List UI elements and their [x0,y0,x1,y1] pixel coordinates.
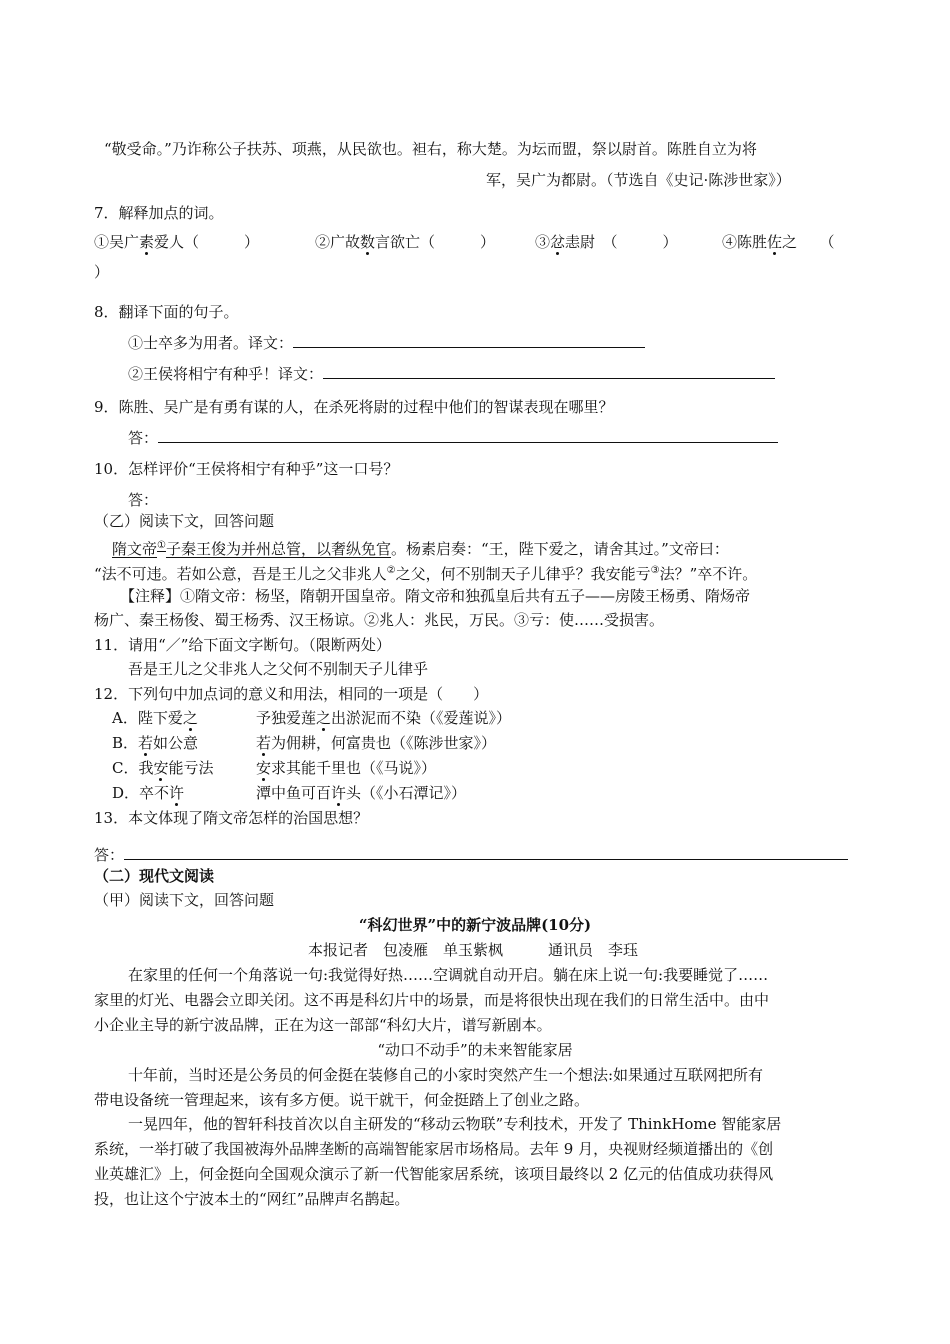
question-12-option-b-ref: 若为佣耕，何富贵也（《陈涉世家》） [256,734,497,752]
question-12-stem: 12．下列句中加点词的意义和用法，相同的一项是（ ） [94,685,489,703]
question-11-text: 吾是王儿之父非兆人之父何不别制天子儿律乎 [128,660,429,678]
dotted-word: 忿 [550,233,566,251]
question-12-option-c-ref: 安求其能千里也（《马说》） [256,759,437,777]
question-7-tail: ） [94,263,110,281]
article-paragraph-line: 十年前，当时还是公务员的何金挺在装修自己的小家时突然产生一个想法:如果通过互联网把所有 [128,1066,764,1084]
dotted-word: 佐 [767,233,783,251]
question-12-option-a-ref: 予独爱莲之出淤泥而不染（《爱莲说》） [256,709,512,727]
passage-line: “敬受命。”乃诈称公子扶苏、项燕，从民欲也。袒右，称大楚。为坛而盟，祭以尉首。陈胜自立为将 [104,140,757,158]
yi-paragraph-line-1: 隋文帝①子秦王俊为并州总管，以奢纵免官。杨素启奏：“王，陛下爱之，请舍其过。”文帝曰： [112,540,729,558]
question-9-answer: 答： [128,428,778,448]
yi-note-line-2: 杨广、秦王杨俊、蜀王杨秀、汉王杨谅。②兆人：兆民，万民。③亏：使……受损害。 [94,611,665,629]
article-paragraph-line: 小企业主导的新宁波品牌，正在为这一部部“科幻大片，谱写新剧本。 [94,1016,552,1034]
question-7-item-1: ①吴广素爱人（ ） [94,233,260,251]
article-paragraph-line: 家里的灯光、电器会立即关闭。这不再是科幻片中的场景，而是将很快出现在我们的日常生活中。由中 [94,991,770,1009]
article-paragraph-line: 业英雄汇》上，何金挺向全国观众演示了新一代智能家居系统，该项目最终以 2 亿元的估值成功获得风 [94,1165,774,1183]
question-12-option-d-ref: 潭中鱼可百许头（《小石潭记》） [256,784,467,802]
question-10-answer: 答： [128,491,159,509]
article-paragraph-line: 带电设备统一管理起来，该有多方便。说干就干，何金挺踏上了创业之路。 [94,1091,590,1109]
question-13-answer: 答： [94,845,848,865]
article-subtitle: “动口不动手”的未来智能家居 [377,1041,573,1059]
question-12-option-b[interactable]: B．若如公意 [112,734,199,752]
question-12-option-a[interactable]: A．陛下爱之 [112,709,198,727]
yi-note-line-1: 【注释】①隋文帝：杨坚，隋朝开国皇帝。隋文帝和独孤皇后共有五子——房陵王杨勇、隋炀帝 [120,587,751,605]
question-7-item-3: ③忿恚尉 （ ） [535,233,678,251]
question-8-sentence-2: ②王侯将相宁有种乎！译文： [128,364,775,384]
article-byline: 本报记者 包凌雁 单玉紫枫 通讯员 李珏 [308,941,639,959]
dotted-word: 数 [360,233,376,251]
answer-blank[interactable] [158,428,778,443]
question-7-item-2: ②广故数言欲亡（ ） [315,233,496,251]
dotted-word: 素 [139,233,155,251]
question-9-stem: 9．陈胜、吴广是有勇有谋的人，在杀死将尉的过程中他们的智谋表现在哪里？ [94,398,614,416]
article-paragraph-line: 系统，一举打破了我国被海外品牌垄断的高端智能家居市场格局。去年 9 月，央视财经频道播出的《创 [94,1140,774,1158]
question-7-stem: 7．解释加点的词。 [94,204,224,222]
question-12-option-d[interactable]: D．卒不许 [112,784,185,802]
answer-blank[interactable] [293,333,645,348]
answer-blank[interactable] [124,845,848,860]
section-yi-header: （乙）阅读下文，回答问题 [94,512,275,530]
question-13-stem: 13．本文体现了隋文帝怎样的治国思想？ [94,809,369,827]
question-8-stem: 8．翻译下面的句子。 [94,303,239,321]
article-paragraph-line: 在家里的任何一个角落说一句:我觉得好热……空调就自动开启。躺在床上说一句:我要睡觉了…… [128,966,769,984]
question-10-stem: 10．怎样评价“王侯将相宁有种乎”这一口号？ [94,460,399,478]
article-paragraph-line: 投，也让这个宁波本土的“网红”品牌声名鹊起。 [94,1190,410,1208]
question-11-stem: 11．请用“／”给下面文字断句。（限断两处） [94,636,391,654]
yi-paragraph-line-2: “法不可违。若如公意，吾是王儿之父非兆人②之父，何不别制天子儿律乎？我安能亏③法？”卒不许。 [94,565,758,583]
article-title: “科幻世界”中的新宁波品牌(10分) [358,916,592,934]
answer-blank[interactable] [323,364,775,379]
section-modern-header: （二）现代文阅读 [94,867,215,885]
question-8-sentence-1: ①士卒多为用者。译文： [128,333,645,353]
question-12-option-c[interactable]: C．我安能亏法 [112,759,214,777]
question-7-item-4: ④陈胜佐之 （ [722,233,835,251]
section-jia-header: （甲）阅读下文，回答问题 [94,891,275,909]
article-paragraph-line: 一晃四年，他的智轩科技首次以自主研发的“移动云物联”专利技术，开发了 ThinkHome 智能家居 [128,1115,782,1133]
passage-line-source: 军，吴广为都尉。（节选自《史记·陈涉世家》） [486,171,791,189]
